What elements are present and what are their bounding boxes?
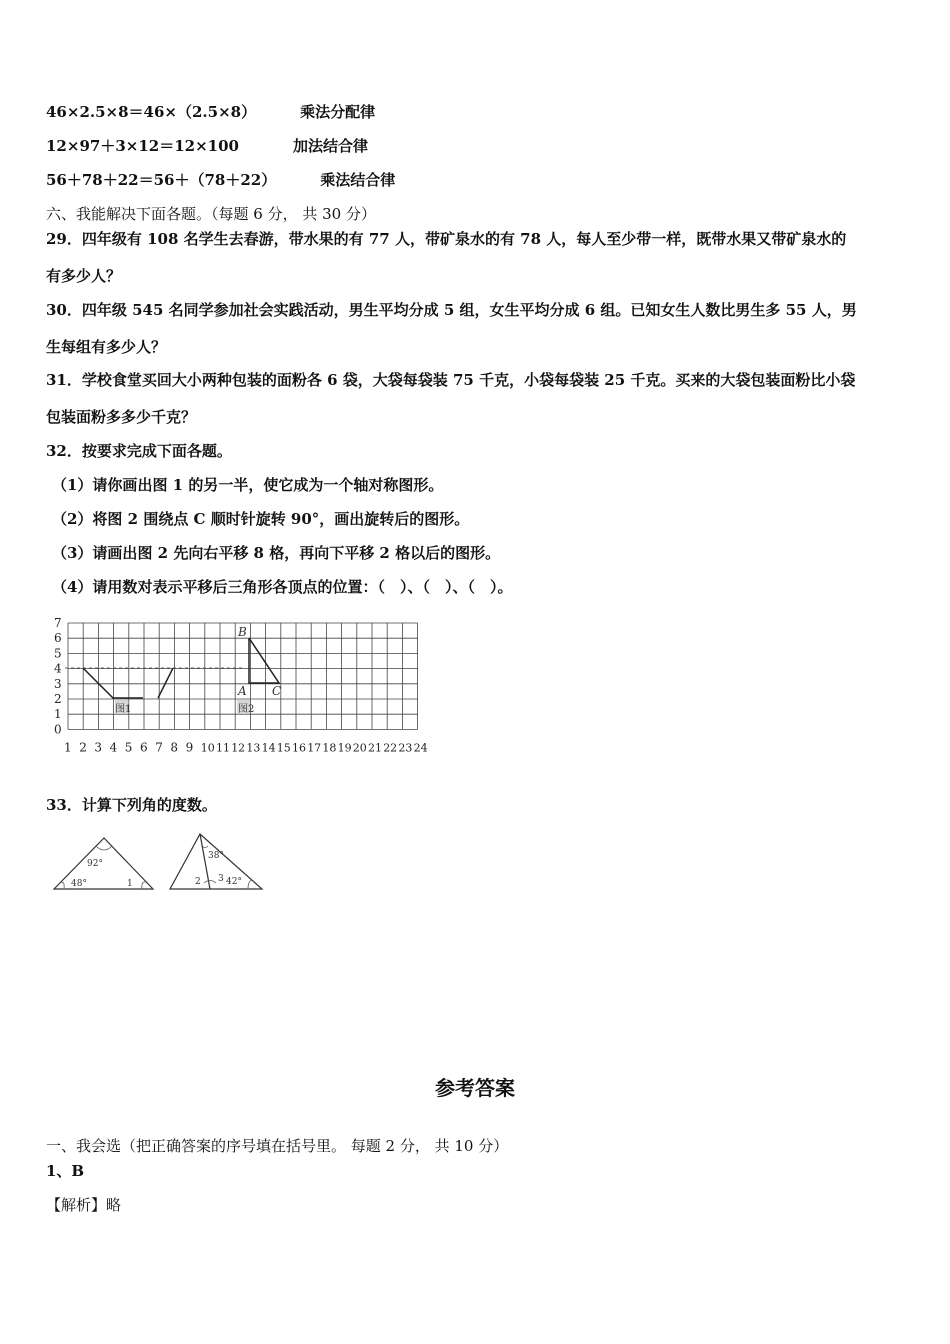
- y-tick-label: 0: [54, 722, 62, 737]
- x-tick-label: 21: [368, 741, 382, 754]
- y-tick-label: 6: [54, 631, 62, 646]
- x-tick-label: 3: [94, 740, 103, 754]
- angle-3: 3: [218, 874, 224, 884]
- x-tick-label: 4: [109, 740, 118, 754]
- question-31-line-2: 包装面粉多多少千克？: [46, 408, 197, 426]
- x-tick-label: 9: [185, 740, 194, 754]
- x-tick-label: 2: [79, 740, 87, 754]
- x-tick-label: 20: [352, 741, 367, 754]
- question-30-line-2: 生每组有多少人？: [46, 338, 167, 356]
- x-tick-label: 11: [216, 741, 230, 754]
- question-32-part-4: （4）请用数对表示平移后三角形各顶点的位置：（ ）、（ ）、（ ）。: [52, 578, 513, 596]
- law-row-1: [46, 102, 375, 122]
- question-31-line-1: 31．学校食堂买回大小两种包装的面粉各 6 袋，大袋每袋装 75 千克，小袋每袋装 25 千克。买来的大袋包装面粉比小袋: [46, 371, 856, 389]
- x-tick-label: 6: [140, 740, 148, 754]
- triangle-2: [168, 830, 264, 892]
- answer-1: 1、B: [46, 1162, 85, 1180]
- triangle-1: [52, 834, 156, 892]
- answer-title: 参考答案: [435, 1076, 515, 1100]
- figure-2-label: 图2: [238, 704, 255, 715]
- x-tick-label: 12: [231, 741, 246, 754]
- x-tick-label: 13: [246, 741, 261, 754]
- y-tick-label: 1: [54, 707, 62, 722]
- question-32-stem: 32．按要求完成下面各题。: [46, 442, 232, 460]
- law-row-2: [46, 136, 368, 156]
- y-tick-label: 7: [54, 616, 62, 630]
- x-tick-label: 14: [261, 741, 276, 754]
- law-name: 乘法分配律: [300, 103, 376, 121]
- angle-1: 1: [127, 879, 133, 889]
- x-tick-label: 5: [124, 740, 133, 754]
- angle-2: 2: [195, 877, 201, 887]
- x-tick-label: 7: [155, 740, 163, 754]
- law-name: 加法结合律: [292, 137, 368, 155]
- y-axis-labels: [54, 616, 62, 736]
- x-tick-label: 16: [292, 741, 306, 754]
- x-tick-label: 22: [383, 741, 398, 754]
- law-name: 乘法结合律: [320, 171, 396, 189]
- angle-38: 38°: [208, 851, 224, 861]
- figure-1-label: 图1: [115, 704, 132, 715]
- x-tick-label: 15: [276, 741, 291, 754]
- answer-1-note: 【解析】略: [46, 1196, 122, 1214]
- question-33-stem: 33．计算下列角的度数。: [46, 796, 217, 814]
- x-tick-label: 1: [64, 740, 72, 754]
- angle-42: 42°: [226, 877, 242, 887]
- y-tick-label: 3: [54, 676, 62, 691]
- question-32-part-2: （2）将图 2 围绕点 C 顺时针旋转 90°，画出旋转后的图形。: [52, 510, 470, 528]
- law-row-3: [46, 170, 395, 190]
- point-c-label: C: [272, 684, 282, 698]
- x-tick-label: 18: [322, 741, 337, 754]
- x-tick-label: 19: [337, 741, 352, 754]
- y-tick-label: 2: [54, 692, 62, 706]
- question-32-part-1: （1）请你画出图 1 的另一半，使它成为一个轴对称图形。: [52, 476, 444, 494]
- y-tick-label: 5: [54, 646, 62, 661]
- figure-1-shape: [83, 668, 143, 698]
- question-29-line-1: 29．四年级有 108 名学生去春游，带水果的有 77 人，带矿泉水的有 78 人，每人至少带一样，既带水果又带矿泉水的: [46, 230, 847, 248]
- x-tick-label: 8: [170, 740, 179, 754]
- point-b-label: B: [238, 625, 247, 639]
- x-tick-label: 17: [307, 741, 322, 754]
- law-expr: 12×97＋3×12＝12×100: [46, 137, 239, 155]
- answer-section-1-heading: 一、我会选（把正确答案的序号填在括号里。 每题 2 分， 共 10 分）: [46, 1137, 509, 1155]
- law-expr: 56＋78＋22＝56＋（78＋22）: [46, 171, 277, 189]
- question-29-line-2: 有多少人？: [46, 267, 122, 285]
- y-tick-label: 4: [54, 661, 62, 676]
- x-tick-label: 24: [413, 741, 428, 754]
- question-30-line-1: 30．四年级 545 名同学参加社会实践活动，男生平均分成 5 组，女生平均分成 6 组。已知女生人数比男生多 55 人，男: [46, 301, 857, 319]
- grid-figure: [48, 614, 458, 754]
- figure-2-shape: [249, 638, 279, 683]
- point-a-label: A: [238, 684, 247, 698]
- section-6-heading: 六、我能解决下面各题。（每题 6 分， 共 30 分）: [46, 205, 376, 223]
- law-expr: 46×2.5×8＝46×（2.5×8）: [46, 103, 257, 121]
- angle-48: 48°: [71, 879, 87, 889]
- question-32-part-3: （3）请画出图 2 先向右平移 8 格，再向下平移 2 格以后的图形。: [52, 544, 501, 562]
- x-tick-label: 10: [200, 741, 215, 754]
- figure-1-right-part: [158, 668, 173, 698]
- x-tick-label: 23: [398, 741, 413, 754]
- x-axis-labels: [64, 740, 428, 754]
- angle-92: 92°: [87, 859, 103, 869]
